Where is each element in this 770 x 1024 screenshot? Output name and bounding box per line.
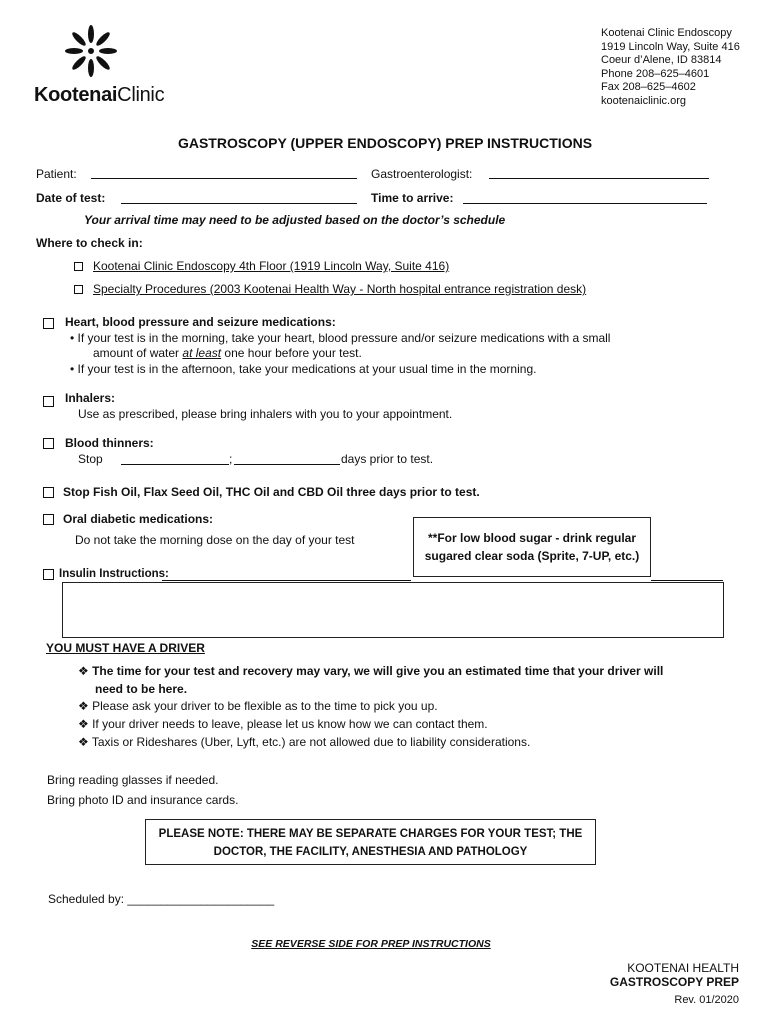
gastroenterologist-field[interactable] [489,166,709,179]
kootenai-starburst-icon [60,20,122,82]
charges-note-line-1: PLEASE NOTE: THERE MAY BE SEPARATE CHARGES FOR YOUR TEST; THE [158,828,583,840]
driver-item-4: ❖ Taxis or Rideshares (Uber, Lyft, etc.) are not allowed due to liability considerations. [78,735,531,749]
checkin-option2-label: Specialty Procedures (2003 Kootenai Health Way - North hospital entrance registration desk) [93,282,587,296]
blood-thinners-checkbox[interactable] [43,438,54,449]
insulin-heading: Insulin Instructions: [59,568,169,580]
logo-brand-bold: Kootenai [34,84,118,106]
insulin-instructions-box[interactable] [62,582,724,638]
bring-glasses: Bring reading glasses if needed. [47,773,219,787]
insulin-checkbox[interactable] [43,569,54,580]
diabetic-text: Do not take the morning dose on the day of your test [75,533,355,547]
fish-oil-checkbox[interactable] [43,487,54,498]
thinners-days-label: days prior to test. [341,452,434,466]
thinners-separator: ; [229,452,233,466]
checkin-option2-checkbox[interactable] [74,285,83,294]
driver-item-2: ❖ Please ask your driver to be flexible as to the time to pick you up. [78,699,438,713]
heart-bullet-1-cont-pre: amount of water [93,346,183,360]
scheduled-by: Scheduled by: ______________________ [48,892,275,906]
time-to-arrive-label: Time to arrive: [371,191,454,205]
inhalers-text: Use as prescribed, please bring inhalers with you to your appointment. [78,407,453,421]
thinners-stop-label: Stop [78,452,103,466]
gastroenterologist-label: Gastroenterologist: [371,167,473,181]
footer-org: KOOTENAI HEALTH [627,961,739,975]
low-blood-sugar-callout [413,517,651,577]
callout-line-1: **For low blood sugar - drink regular [427,531,637,545]
footer-rev: Rev. 01/2020 [674,994,739,1006]
heart-bullet-1: • If your test is in the morning, take your heart, blood pressure and/or seizure medications with a small [70,331,611,345]
charges-note-line-2: DOCTOR, THE FACILITY, ANESTHESIA AND PATHOLOGY [213,846,528,858]
address-city: Coeur d’Alene, ID 83814 [601,54,722,67]
address-street: 1919 Lincoln Way, Suite 416 [601,40,740,53]
callout-line-2: sugared clear soda (Sprite, 7-UP, etc.) [424,549,640,563]
date-of-test-field[interactable] [121,191,357,204]
patient-field[interactable] [91,166,357,179]
driver-item-3-text: If your driver needs to leave, please let us know how we can contact them. [92,717,488,731]
checkin-option1-label: Kootenai Clinic Endoscopy 4th Floor (1919 Lincoln Way, Suite 416) [93,259,450,273]
arrival-note: Your arrival time may need to be adjusted based on the doctor’s schedule [84,213,506,227]
fish-oil-text: Stop Fish Oil, Flax Seed Oil, THC Oil and CBD Oil three days prior to test. [63,485,480,499]
address-phone: Phone 208–625–4601 [601,67,710,80]
logo-brand-light: Clinic [117,84,165,106]
driver-item-3: ❖ If your driver needs to leave, please let us know how we can contact them. [78,717,488,731]
footer [610,961,739,1007]
patient-label: Patient: [36,167,77,181]
checkin-heading: Where to check in: [36,236,143,250]
heart-bullet-1-cont [93,346,362,360]
heart-bullet-2-text: If your test is in the afternoon, take your medications at your usual time in the morning. [77,362,537,376]
footer-form: GASTROSCOPY PREP [609,975,739,989]
driver-item-1-cont: need to be here. [95,682,188,696]
time-to-arrive-field[interactable] [463,191,707,204]
thinners-med-field[interactable] [121,452,229,465]
driver-heading: YOU MUST HAVE A DRIVER [46,641,205,655]
driver-item-2-text: Please ask your driver to be flexible as to the time to pick you up. [92,699,438,713]
heart-meds-heading: Heart, blood pressure and seizure medications: [65,315,336,329]
charges-note-box [145,819,596,865]
heart-bullet-1-cont-post: one hour before your test. [221,346,362,360]
heart-bullet-2: • If your test is in the afternoon, take your medications at your usual time in the morning. [70,362,537,376]
bring-id: Bring photo ID and insurance cards. [47,793,239,807]
diabetic-checkbox[interactable] [43,514,54,525]
see-reverse-note: SEE REVERSE SIDE FOR PREP INSTRUCTIONS [251,938,491,950]
heart-bullet-1-emphasis: at least [182,346,222,360]
date-of-test-label: Date of test: [36,191,106,205]
driver-item-1: ❖ The time for your test and recovery may vary, we will give you an estimated time that your driver will [78,664,664,678]
address-fax: Fax 208–625–4602 [601,81,696,94]
page-title: GASTROSCOPY (UPPER ENDOSCOPY) PREP INSTRUCTIONS [177,135,593,151]
address-name: Kootenai Clinic Endoscopy [601,27,732,39]
insulin-rule [162,580,411,581]
inhalers-checkbox[interactable] [43,396,54,407]
logo [30,20,165,112]
diabetic-heading: Oral diabetic medications: [63,512,214,526]
clinic-address [601,27,740,109]
thinners-days-field[interactable] [234,452,340,465]
inhalers-heading: Inhalers: [65,391,116,405]
checkin-option1-checkbox[interactable] [74,262,83,271]
driver-item-1-text: The time for your test and recovery may vary, we will give you an estimated time that your driver will [92,664,664,678]
driver-item-4-text: Taxis or Rideshares (Uber, Lyft, etc.) are not allowed due to liability considerations. [91,735,531,749]
insulin-rule-right [651,580,723,581]
blood-thinners-heading: Blood thinners: [65,436,154,450]
address-web: kootenaiclinic.org [601,94,686,107]
heart-meds-checkbox[interactable] [43,318,54,329]
heart-bullet-1-text: If your test is in the morning, take your heart, blood pressure and/or seizure medications with a small [77,331,611,345]
